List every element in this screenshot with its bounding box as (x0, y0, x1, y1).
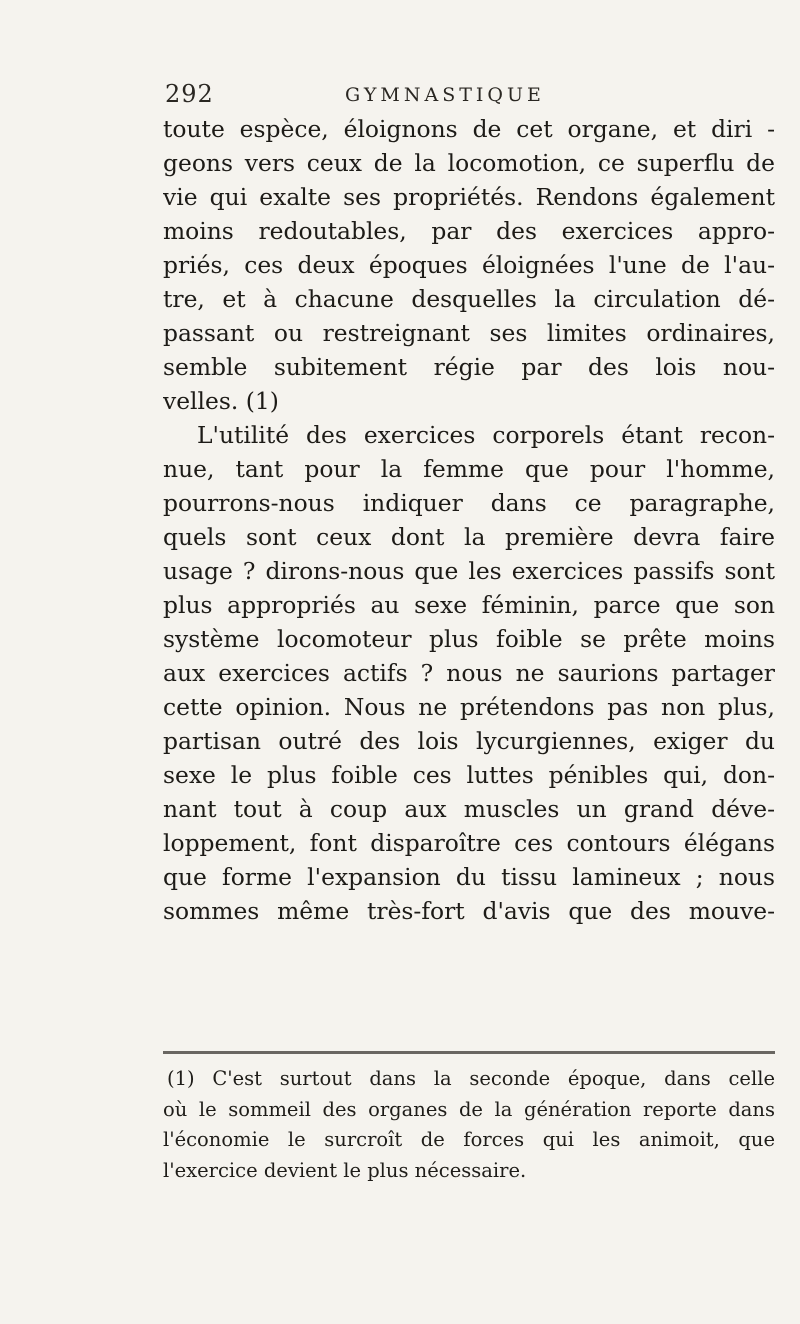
page-number: 292 (165, 80, 214, 108)
footnote-line: (1) C'est surtout dans la seconde époque, dans celle (167, 1067, 775, 1090)
section-title: GYMNASTIQUE (345, 84, 545, 106)
text-line: sexe le plus foible ces luttes pénibles qui, don- (163, 761, 775, 789)
text-line: loppement, font disparoître ces contours élégans (163, 829, 775, 857)
text-line: plus appropriés au sexe féminin, parce que son (163, 591, 775, 619)
text-line: vie qui exalte ses propriétés. Rendons également (163, 183, 775, 211)
text-line: partisan outré des lois lycurgiennes, exiger du (163, 727, 775, 755)
footnote-line: l'économie le surcroît de forces qui les animoit, que (163, 1128, 775, 1151)
text-line: moins redoutables, par des exercices appro- (163, 217, 775, 245)
footnote (163, 1064, 775, 1186)
text-line: aux exercices actifs ? nous ne saurions partager (163, 659, 775, 687)
text-line: geons vers ceux de la locomotion, ce superflu de (163, 149, 775, 177)
text-line: toute espèce, éloignons de cet organe, et diri - (163, 115, 775, 143)
footnote-divider (163, 1051, 775, 1054)
text-line: priés, ces deux époques éloignées l'une de l'au- (163, 251, 775, 279)
body-text (163, 112, 775, 928)
text-line: système locomoteur plus foible se prête moins (163, 625, 775, 653)
footnote-line: où le sommeil des organes de la génération reporte dans (163, 1097, 775, 1121)
text-line: pourrons-nous indiquer dans ce paragraphe, (163, 489, 775, 517)
text-line: usage ? dirons-nous que les exercices passifs sont (163, 557, 775, 585)
running-head (165, 78, 785, 112)
text-line: sommes même très-fort d'avis que des mouve- (163, 897, 775, 925)
text-line: tre, et à chacune desquelles la circulation dé- (163, 285, 775, 313)
text-line: nant tout à coup aux muscles un grand déve- (163, 795, 775, 823)
text-line: L'utilité des exercices corporels étant recon- (197, 421, 775, 449)
text-line: velles. (1) (163, 387, 279, 415)
text-line: semble subitement régie par des lois nou- (163, 353, 775, 381)
footnote-line: l'exercice devient le plus nécessaire. (163, 1158, 527, 1182)
text-line: nue, tant pour la femme que pour l'homme, (163, 455, 775, 483)
text-line: quels sont ceux dont la première devra faire (163, 523, 775, 551)
text-line: que forme l'expansion du tissu lamineux ; nous (163, 863, 775, 891)
text-line: cette opinion. Nous ne prétendons pas non plus, (163, 693, 775, 721)
text-line: passant ou restreignant ses limites ordinaires, (163, 319, 775, 347)
